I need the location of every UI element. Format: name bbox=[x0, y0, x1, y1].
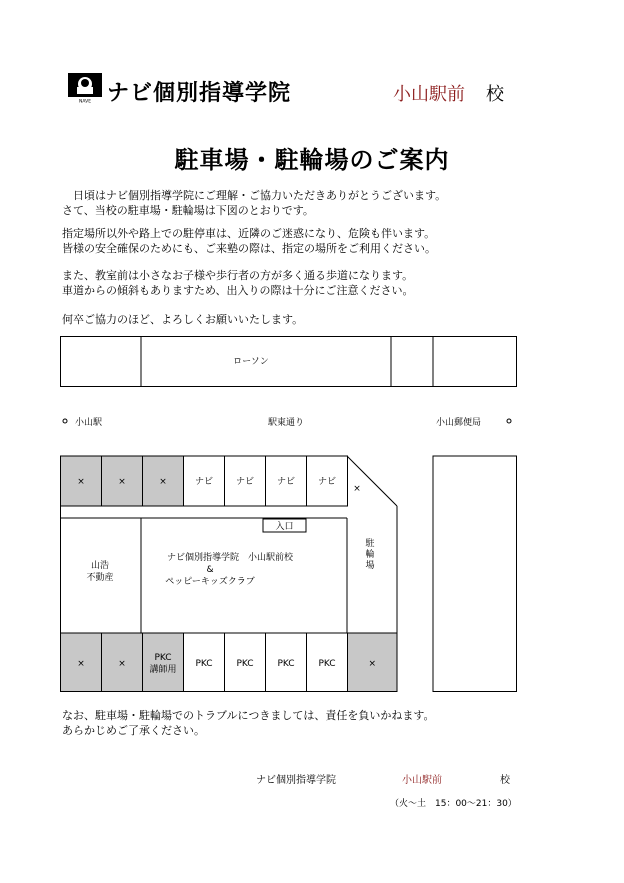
building-label-2: & bbox=[206, 565, 214, 575]
pkc-instructor-note: 講師用 bbox=[149, 665, 177, 675]
parking-spot-bottom-8 bbox=[348, 633, 398, 692]
parking-spot-top-1 bbox=[61, 456, 102, 506]
realestate-label-2: 不動産 bbox=[86, 573, 114, 583]
station-left-marker bbox=[63, 419, 67, 423]
station-left-label: 小山駅 bbox=[75, 418, 103, 428]
bike-parking-char-1: 駐 bbox=[365, 539, 375, 549]
parking-spot-bottom-label: PKC bbox=[277, 659, 295, 669]
parking-spot-top-8: × bbox=[353, 484, 361, 494]
parking-spot-bottom-label: PKC bbox=[236, 659, 254, 669]
parking-spot-bottom-7 bbox=[307, 633, 348, 692]
paragraph-closing: 何卒ご協力のほど、よろしくお願いいたします。 bbox=[62, 313, 304, 326]
parking-spot-bottom-label: × bbox=[368, 659, 377, 669]
footer-school: ナビ個別指導学院 bbox=[256, 775, 336, 786]
post-office-marker bbox=[507, 419, 511, 423]
parking-spot-bottom-label: PKC bbox=[154, 653, 172, 663]
parking-spot-top-5 bbox=[225, 456, 266, 506]
parking-spot-bottom-label: PKC bbox=[318, 659, 336, 669]
parking-spot-top-label: ナビ bbox=[317, 477, 337, 487]
footer-hours: （火～土 15：00～21：30） bbox=[390, 799, 517, 809]
logo-subtext: NAVE bbox=[78, 99, 92, 103]
campus-name: 小山駅前 bbox=[393, 84, 465, 105]
parking-spot-bottom-1 bbox=[61, 633, 102, 692]
parking-map bbox=[60, 336, 517, 692]
building-label-3: ペッピーキッズクラブ bbox=[165, 577, 255, 587]
parking-spot-top-label: × bbox=[159, 477, 167, 487]
campus-suffix: 校 bbox=[486, 84, 504, 105]
parking-spot-top-label: ナビ bbox=[235, 477, 255, 487]
entrance-label: 入口 bbox=[275, 522, 294, 532]
street-label: 駅東通り bbox=[267, 418, 305, 428]
parking-spot-top-6 bbox=[266, 456, 307, 506]
realestate-label-1: 山浩 bbox=[90, 561, 110, 571]
parking-spot-bottom-2 bbox=[102, 633, 143, 692]
parking-spot-top-2 bbox=[102, 456, 143, 506]
parking-spot-bottom-label: PKC bbox=[195, 659, 213, 669]
paragraph-greeting: 日頃はナビ個別指導学院にご理解・ご協力いただきありがとうございます。 さて、当校の駐車場・駐輪場は下図のとおりです。 bbox=[62, 189, 447, 217]
building-label-1: ナビ個別指導学院 小山駅前校 bbox=[166, 553, 294, 563]
parking-spot-top-label: × bbox=[118, 477, 126, 487]
parking-spot-top-7 bbox=[307, 456, 348, 506]
parking-spot-bottom-4 bbox=[184, 633, 225, 692]
footer-suffix: 校 bbox=[500, 775, 510, 786]
footer-campus: 小山駅前 bbox=[402, 775, 442, 786]
parking-spot-top-3 bbox=[143, 456, 184, 506]
bike-parking-char-2: 輪 bbox=[365, 550, 375, 560]
parking-spot-bottom-label: × bbox=[118, 659, 126, 669]
navi-logo-icon bbox=[68, 73, 102, 103]
parking-spot-top-4 bbox=[184, 456, 225, 506]
parking-spot-bottom-3 bbox=[143, 633, 184, 692]
parking-spot-top-label: × bbox=[77, 477, 85, 487]
parking-spot-bottom-label: × bbox=[77, 659, 85, 669]
bike-parking-char-3: 場 bbox=[365, 561, 375, 571]
parking-spot-top-label: ナビ bbox=[194, 477, 214, 487]
paragraph-caution: また、教室前は小さなお子様や歩行者の方が多く通る歩道になります。 車道からの傾斜もありますため、出入りの際は十分にご注意ください。 bbox=[62, 269, 414, 297]
parking-map-diagram bbox=[60, 336, 517, 692]
post-office-label: 小山郵便局 bbox=[436, 418, 482, 428]
parking-spot-bottom-6 bbox=[266, 633, 307, 692]
page-title: 駐車場・駐輪場のご案内 bbox=[174, 146, 450, 174]
brand-name: ナビ個別指導学院 bbox=[107, 81, 292, 106]
parking-spot-top-label: ナビ bbox=[276, 477, 296, 487]
disclaimer: なお、駐車場・駐輪場でのトラブルにつきましては、責任を負いかねます。 あらかじめご了承ください。 bbox=[62, 709, 435, 737]
paragraph-warning: 指定場所以外や路上での駐停車は、近隣のご迷惑になり、危険も伴います。 皆様の安全確保のためにも、ご来塾の際は、指定の場所をご利用ください。 bbox=[62, 227, 436, 255]
parking-spot-bottom-5 bbox=[225, 633, 266, 692]
lawson-label: ローソン bbox=[233, 357, 269, 367]
